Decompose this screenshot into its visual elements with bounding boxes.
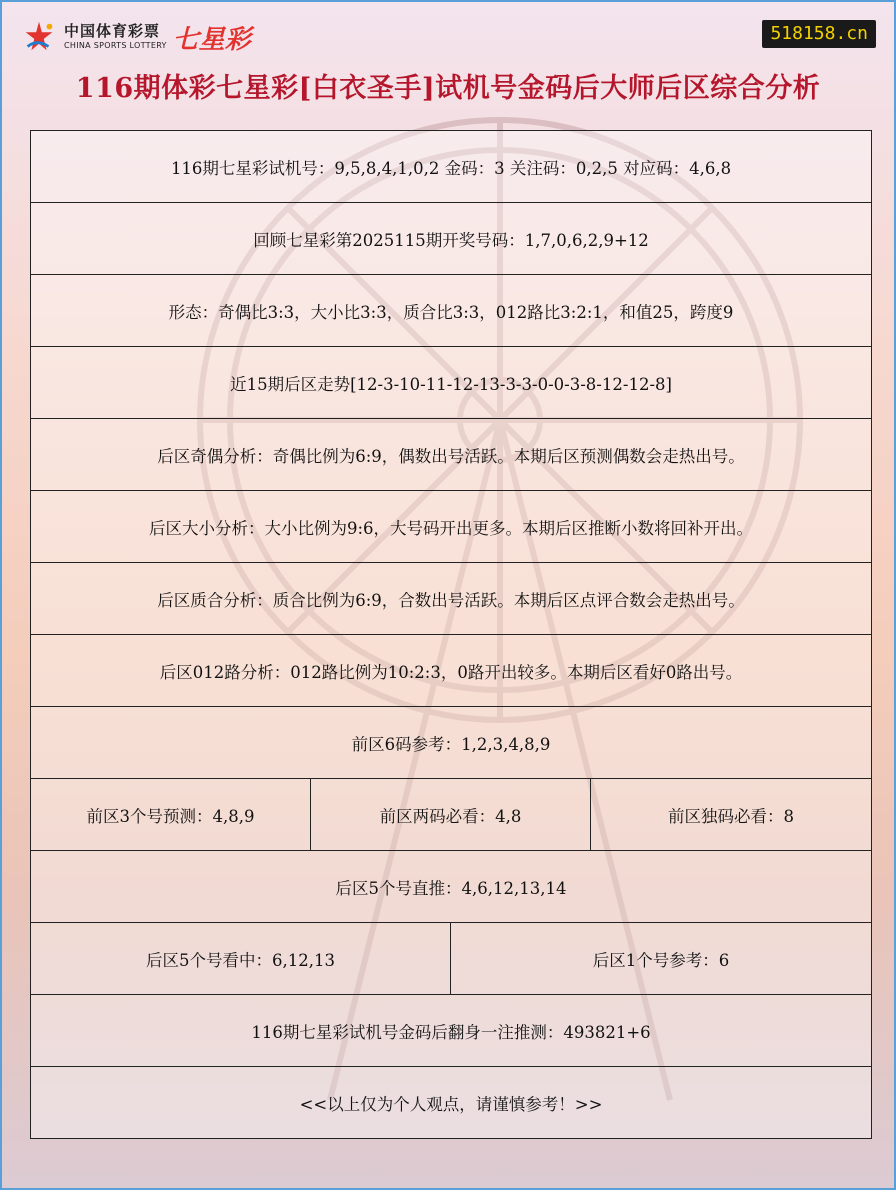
- logo-brand-text: 七星彩: [172, 24, 251, 55]
- trend-cell: 近15期后区走势[12-3-10-11-12-13-3-3-0-0-3-8-12-12-8]: [31, 347, 872, 419]
- table-row: [31, 635, 872, 707]
- odd-even-analysis-cell: 后区奇偶分析：奇偶比例为6:9，偶数出号活跃。本期后区预测偶数会走热出号。: [31, 419, 872, 491]
- table-row: [31, 131, 872, 203]
- prime-composite-analysis-cell: 后区质合分析：质合比例为6:9，合数出号活跃。本期后区点评合数会走热出号。: [31, 563, 872, 635]
- logo-en-text: CHINA SPORTS LOTTERY: [64, 41, 167, 50]
- table-row: [31, 491, 872, 563]
- route-012-analysis-cell: 后区012路分析：012路比例为10:2:3，0路开出较多。本期后区看好0路出号。: [31, 635, 872, 707]
- table-row: [31, 347, 872, 419]
- table-row: [31, 203, 872, 275]
- back-five-direct-cell: 后区5个号直推：4,6,12,13,14: [31, 851, 872, 923]
- front-three-prediction-cell: 前区3个号预测：4,8,9: [31, 779, 311, 851]
- table-row: [31, 419, 872, 491]
- table-row: [31, 563, 872, 635]
- header: [0, 0, 896, 130]
- pattern-cell: 形态：奇偶比3:3，大小比3:3，质合比3:3，012路比3:2:1，和值25，跨度9: [31, 275, 872, 347]
- front-six-codes-cell: 前区6码参考：1,2,3,4,8,9: [31, 707, 872, 779]
- lottery-star-icon: [20, 18, 58, 56]
- table-row: [31, 275, 872, 347]
- page-title: 116期体彩七星彩[白衣圣手]试机号金码后大师后区综合分析: [75, 73, 821, 104]
- table-row: [31, 995, 872, 1067]
- table-row: [31, 1067, 872, 1139]
- trial-number-cell: 116期七星彩试机号：9,5,8,4,1,0,2 金码：3 关注码：0,2,5 对应码：4,6,8: [31, 131, 872, 203]
- logo-cn-text: 中国体育彩票: [64, 22, 161, 40]
- table-row: [31, 707, 872, 779]
- front-two-codes-cell: 前区两码必看：4,8: [311, 779, 591, 851]
- lottery-logo: [20, 18, 251, 56]
- back-one-reference-cell: 后区1个号参考：6: [451, 923, 872, 995]
- disclaimer-cell: <<以上仅为个人观点，请谨慎参考！>>: [31, 1067, 872, 1139]
- front-single-code-cell: 前区独码必看：8: [591, 779, 872, 851]
- table-row: [31, 851, 872, 923]
- table-row: [31, 923, 872, 995]
- back-five-favored-cell: 后区5个号看中：6,12,13: [31, 923, 451, 995]
- table-row: [31, 779, 872, 851]
- site-badge[interactable]: 518158.cn: [762, 20, 876, 48]
- final-prediction-cell: 116期七星彩试机号金码后翻身一注推测：493821+6: [31, 995, 872, 1067]
- size-analysis-cell: 后区大小分析：大小比例为9:6，大号码开出更多。本期后区推断小数将回补开出。: [31, 491, 872, 563]
- analysis-table: [30, 130, 872, 1139]
- review-draw-cell: 回顾七星彩第2025115期开奖号码：1,7,0,6,2,9+12: [31, 203, 872, 275]
